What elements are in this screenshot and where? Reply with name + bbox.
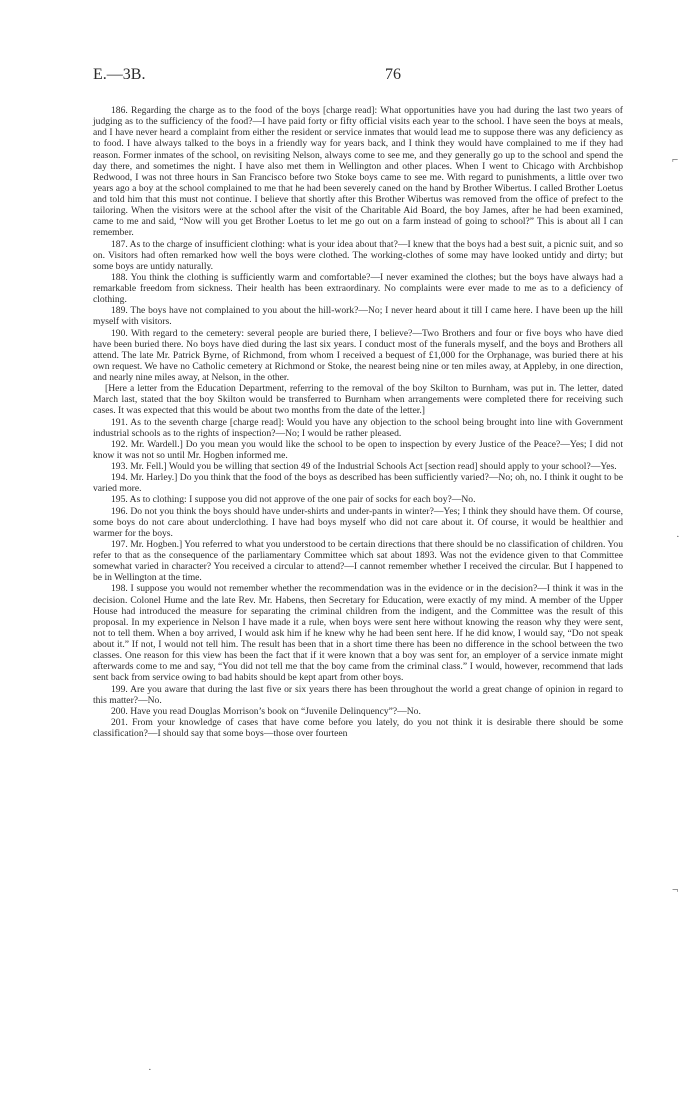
document-reference: E.—3B. xyxy=(93,66,146,83)
qa-paragraph: 199. Are you aware that during the last five or six years there has been throughout the world a great change of opinion in regard to this matter?—No. xyxy=(93,683,623,706)
bracketed-note: [Here a letter from the Education Department, referring to the removal of the boy Skilton to Burnham, was put in. The letter, dated March last, stated that the boy Skilton would be transferred to Burnham when arrangements were completed there for receiving such cases. It was expected that this would be about two months from the date of the letter.] xyxy=(93,383,623,417)
qa-paragraph: 195. As to clothing: I suppose you did not approve of the one pair of socks for each boy?—No. xyxy=(111,494,476,506)
qa-paragraph: 186. Regarding the charge as to the food of the boys [charge read]: What opportunities have you had during the last two years of judging as to the sufficiency of the food?—I have paid forty or fifty official visits each year to the school. I have seen the boys at meals, and I have never heard a complaint from either the resident or service inmates that would lead me to suppose there was any deficiency as to food. I have always talked to the boys in a friendly way for years back, and I think they would have complained to me if they had reason. Former inmates of the school, on revisiting Nelson, always come to see me, and they generally go up to the school and spend the day there, and sometimes the night. I have also met them in Wellington and other places. When I went to Chicago with Archbishop Redwood, I was not three hours in San Francisco before two Stoke boys came to see me. With regard to punishments, a little over two years ago a boy at the school complained to me that he had been severely caned on the hand by Brother Wibertus. I called Brother Loetus and told him that this must not continue. I believe that shortly after this Brother Wibertus was removed from the office of prefect to the tailoring. When the visitors were at the school after the visit of the Charitable Aid Board, the boy James, after he had been examined, came to me and said, “Now will you get Brother Loetus to let me go out on a farm instead of going to school?” This is about all I can remember. xyxy=(93,105,623,239)
page-header xyxy=(93,66,623,88)
qa-paragraph: 198. I suppose you would not remember whether the recommendation was in the evidence or in the decision?—I think it was in the decision. Colonel Hume and the late Rev. Mr. Habens, then Secretary for Education, were exactly of my mind. A member of the Upper House had introduced the measure for separating the criminal children from the indigent, and the Committee was the result of this proposal. In my experience in Nelson I have made it a rule, when boys were sent here without knowing the reason why they were sent, not to tell them. When a boy arrived, I would ask him if he knew why he had been sent here. If he did know, I would say, “Do not speak about it.” If not, I would not tell him. The result has been that in a short time there has been no difference in the school between the two classes. One reason for this view has been the fact that if it were known that a boy was sent for, an employer of a service inmate might afterwards come to me and say, “You did not tell me that the boy came from the criminal class.” I would, however, recommend that lads sent back from service owing to bad habits should be kept apart from other boys. xyxy=(93,583,623,684)
qa-paragraph: 189. The boys have not complained to you about the hill-work?—No; I never heard about it till I came here. I have been up the hill myself with visitors. xyxy=(93,305,623,328)
margin-mark: ¬ xyxy=(672,884,679,896)
page-number: 76 xyxy=(385,66,401,83)
margin-mark: · xyxy=(148,1064,152,1076)
qa-paragraph: 191. As to the seventh charge [charge read]: Would you have any objection to the school being brought into line with Government industrial schools as to the rights of inspection?—No; I would be rather pleased. xyxy=(93,416,623,439)
qa-paragraph: 193. Mr. Fell.] Would you be willing that section 49 of the Industrial Schools Act [section read] should apply to your school?—Yes. xyxy=(111,461,617,472)
qa-paragraph: 196. Do not you think the boys should have under-shirts and under-pants in winter?—Yes; I think they should have them. Of course, some boys do not care about underclothing. I have had boys myself who did not care about it. Of course, it would be healthier and warmer for the boys. xyxy=(93,505,623,539)
qa-paragraph: 197. Mr. Hogben.] You referred to what you understood to be certain directions that there should be no classification of children. You refer to that as the consequence of the parliamentary Committee which sat about 1893. Was not the evidence given to that Committee somewhat varied in character? You received a circular to attend?—I cannot remember whether I received the circular. But I happened to be in Wellington at the time. xyxy=(93,538,623,584)
margin-mark: · xyxy=(676,531,680,543)
qa-paragraph: 187. As to the charge of insufficient clothing: what is your idea about that?—I knew that the boys had a best suit, a picnic suit, and so on. Visitors had often remarked how well the boys were clothed. The working-clothes of some may have looked untidy and dirty; but some boys are untidy naturally. xyxy=(93,238,624,272)
qa-paragraph: 194. Mr. Harley.] Do you think that the food of the boys as described has been sufficiently varied?—No; oh, no. I think it ought to be varied more. xyxy=(93,472,623,495)
qa-paragraph: 192. Mr. Wardell.] Do you mean you would like the school to be open to inspection by every Justice of the Peace?—Yes; I did not know it was not so until Mr. Hogben informed me. xyxy=(93,438,623,461)
qa-paragraph: 201. From your knowledge of cases that have come before you lately, do you not think it is desirable there should be some classification?—I should say that some boys—those over fourteen xyxy=(93,716,623,739)
qa-paragraph: 188. You think the clothing is sufficiently warm and comfortable?—I never examined the clothes; but the boys have always had a remarkable freedom from sickness. Their health has been extraordinary. No complaints were ever made to me as to a deficiency of clothing. xyxy=(93,271,623,306)
qa-paragraph: 190. With regard to the cemetery: several people are buried there, I believe?—Two Brothers and four or five boys who have died have been buried there. No boys have died during the last six years. I conduct most of the funerals myself, and the boys and Brothers all attend. The late Mr. Patrick Byrne, of Richmond, from whom I received a bequest of £1,000 for the Orphanage, was buried there at his own request. We have no Catholic cemetery at Richmond or Stoke, the nearest being nine or ten miles away, at Appleby, in one direction, and nearly nine miles away, at Nelson, in the other. xyxy=(93,327,623,383)
document-body xyxy=(93,105,623,739)
qa-paragraph: 200. Have you read Douglas Morrison’s book on “Juvenile Delinquency”?—No. xyxy=(111,705,421,717)
margin-mark: ⌐ xyxy=(672,154,679,166)
